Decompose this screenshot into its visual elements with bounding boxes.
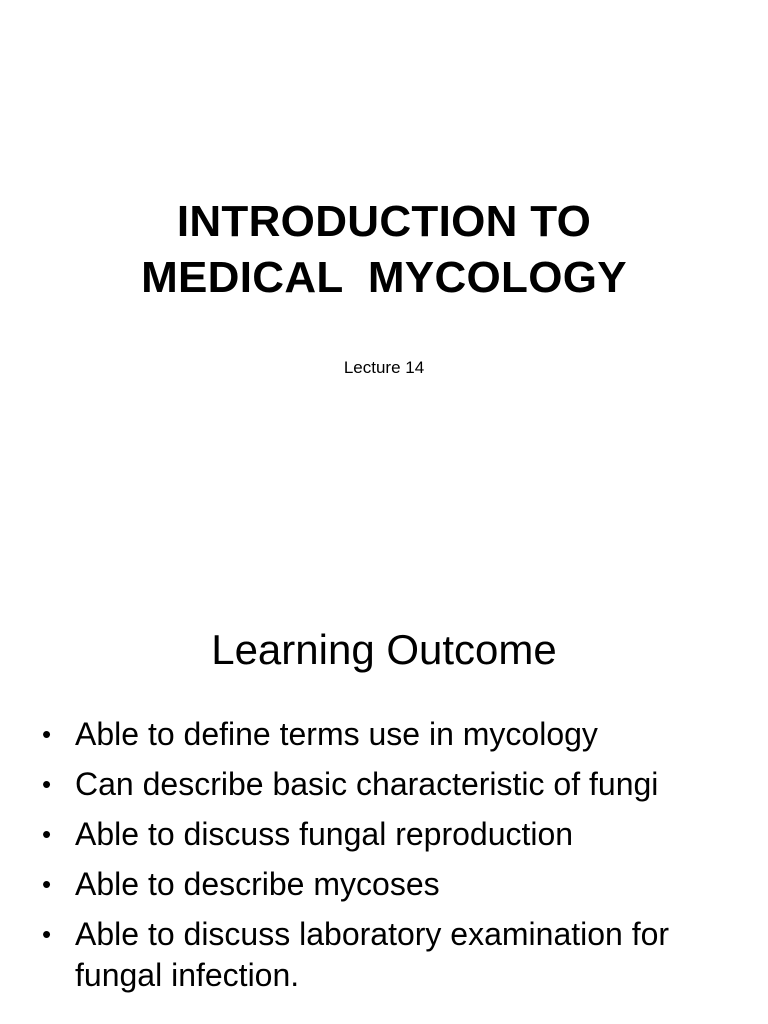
slide-title xyxy=(0,194,768,306)
bullet-text: Able to define terms use in mycology xyxy=(75,716,598,752)
bullet-text: Able to discuss fungal reproduction xyxy=(75,816,574,852)
bullet-text: Able to describe mycoses xyxy=(75,866,440,902)
bullet-icon: • xyxy=(42,919,52,949)
bullet-item xyxy=(0,864,740,905)
bullet-text: Able to discuss laboratory examination for fungal infection. xyxy=(75,916,670,993)
title-line-2: MEDICAL MYCOLOGY xyxy=(141,253,627,302)
bullet-item xyxy=(0,914,740,996)
bullet-icon: • xyxy=(42,869,52,899)
learning-outcome-slide xyxy=(0,576,768,1024)
bullet-item xyxy=(0,814,740,855)
bullet-list xyxy=(0,714,740,1005)
slide-subtitle: Lecture 14 xyxy=(343,358,425,377)
bullet-icon: • xyxy=(42,819,52,849)
bullet-item xyxy=(0,714,740,755)
bullet-icon: • xyxy=(42,769,52,799)
slide-heading: Learning Outcome xyxy=(211,626,557,673)
bullet-text: Can describe basic characteristic of fungi xyxy=(75,766,659,802)
title-line-1: INTRODUCTION TO xyxy=(176,197,592,246)
bullet-icon: • xyxy=(42,719,52,749)
bullet-item xyxy=(0,764,740,805)
